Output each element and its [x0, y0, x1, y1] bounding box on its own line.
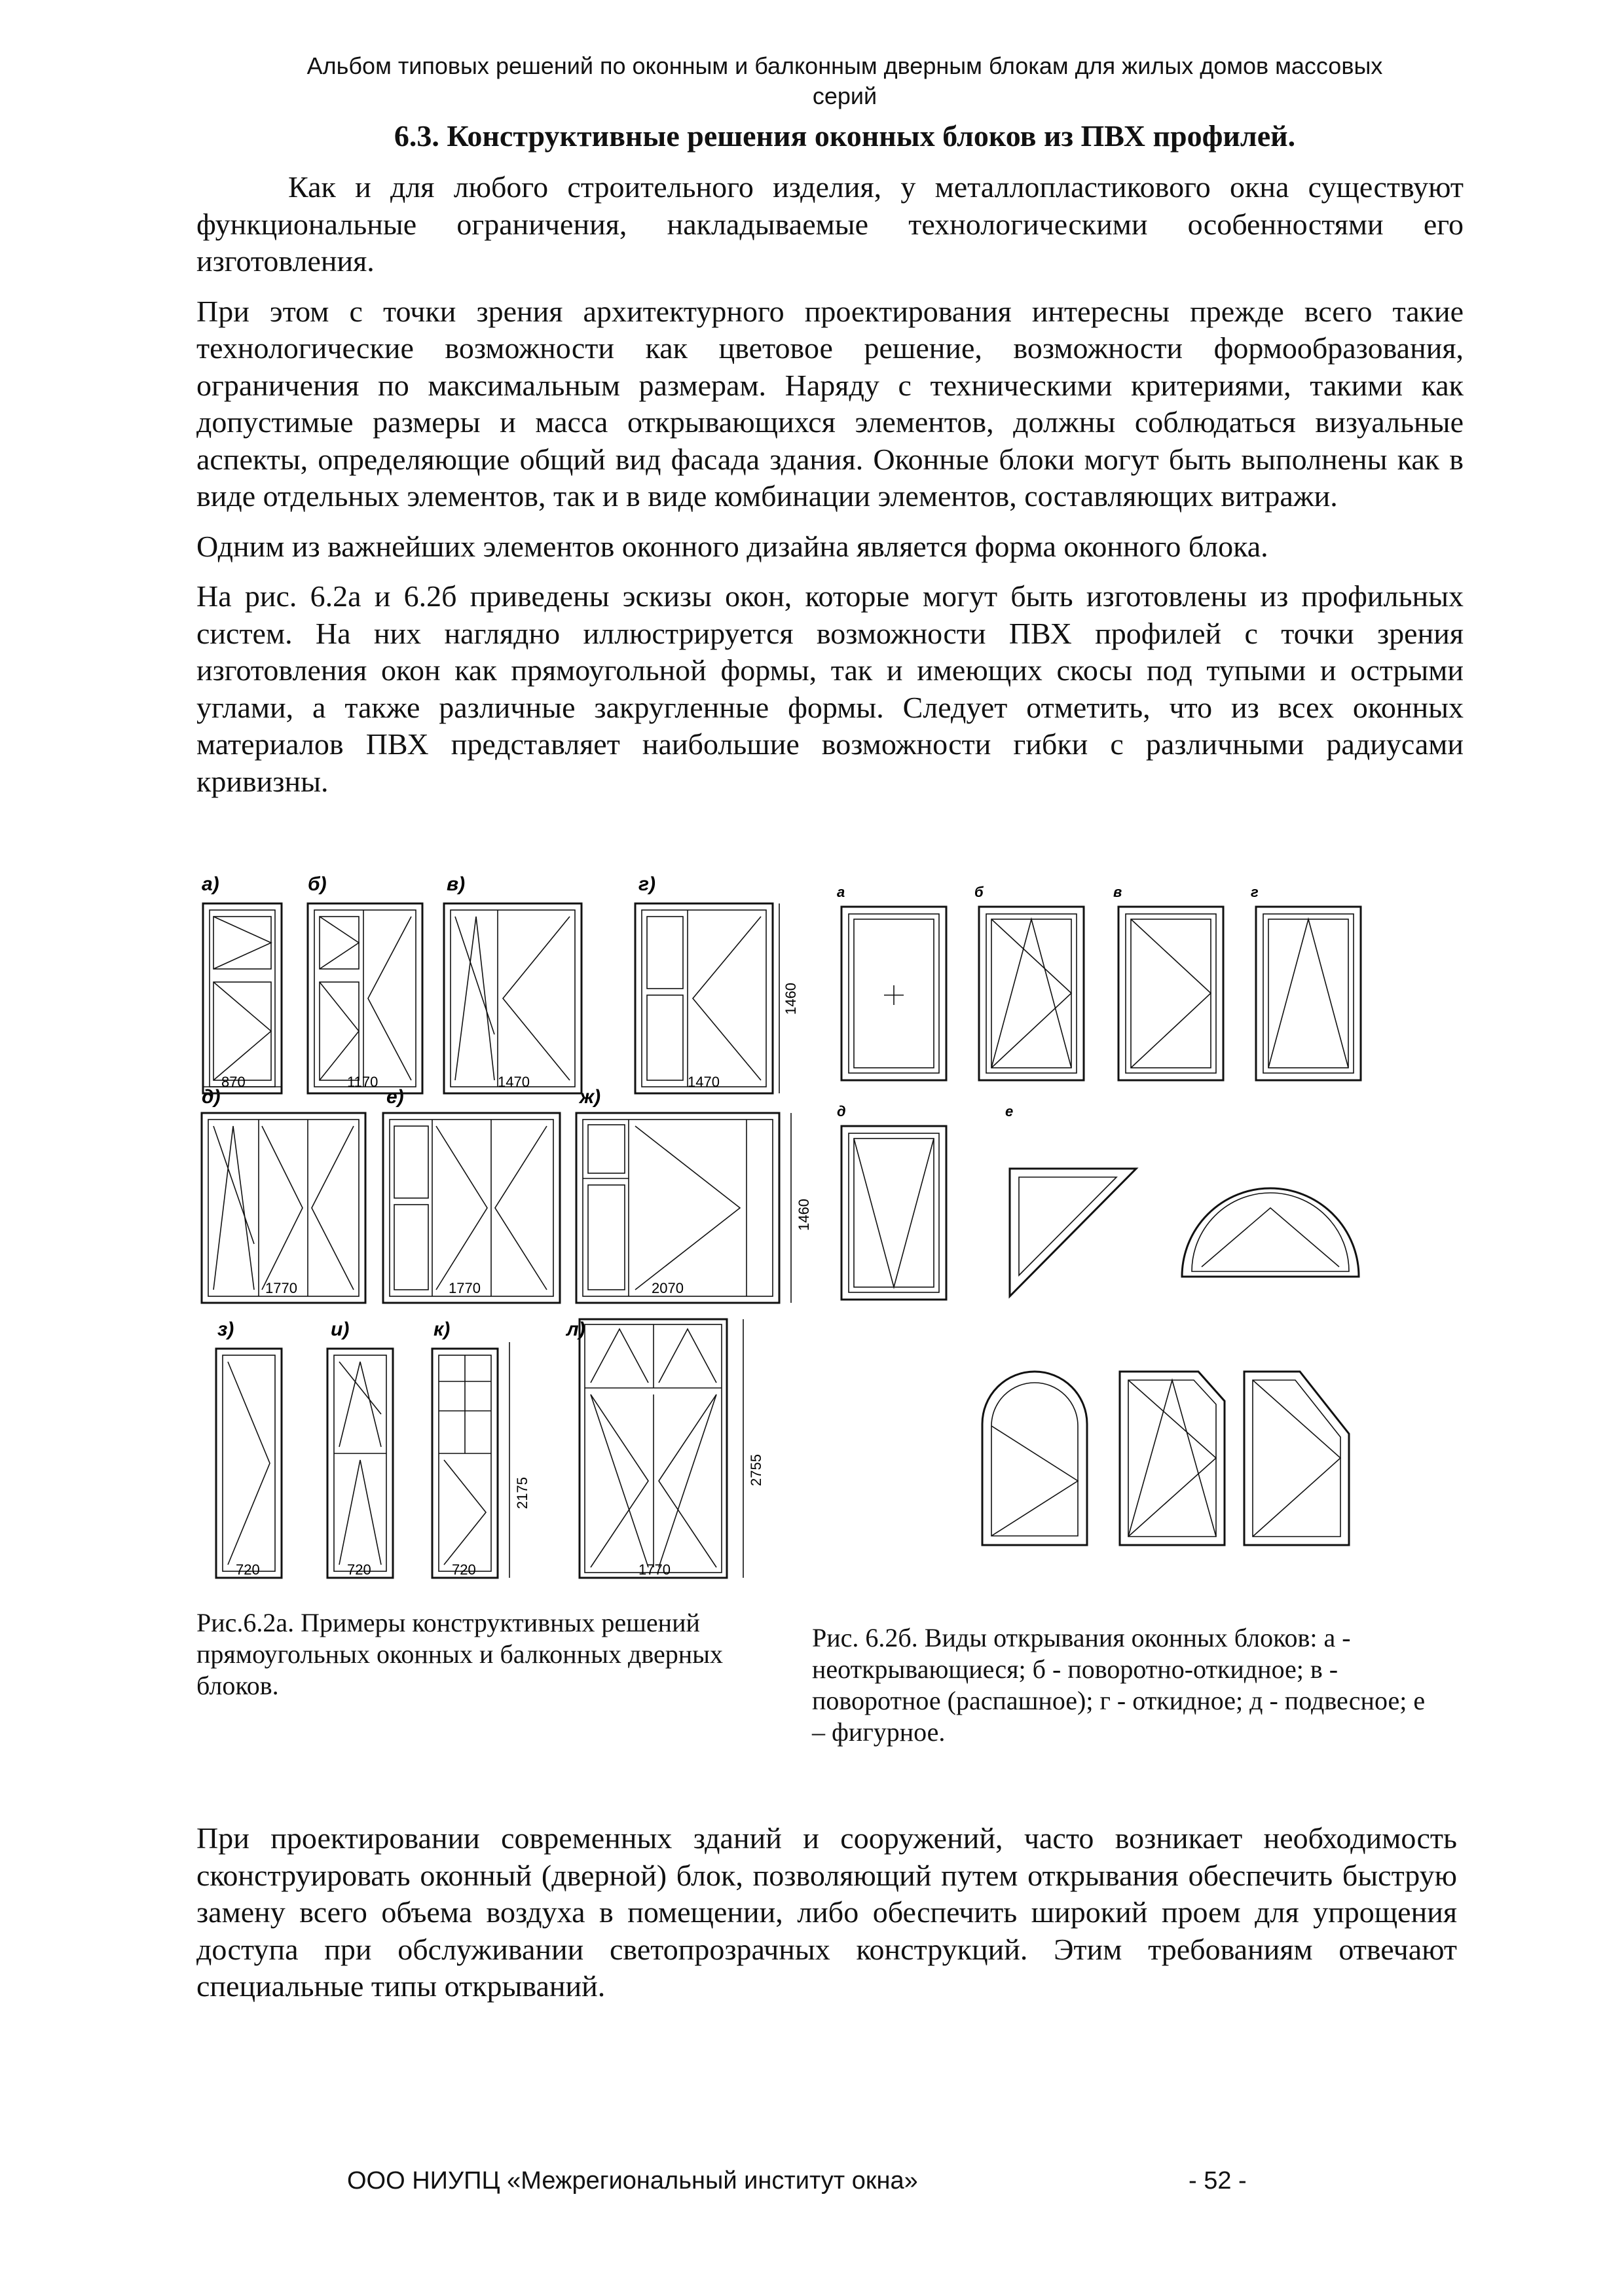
fig-b-label-b: б [974, 884, 984, 900]
dim-1170: 1170 [347, 1074, 378, 1090]
opening-shaped-round-top [982, 1372, 1087, 1545]
window-k [432, 1342, 530, 1578]
body-text [196, 169, 1464, 813]
fig-a-label-v: в) [447, 873, 466, 895]
fig-a-label-zh: ж) [580, 1086, 601, 1108]
fig-a-label-d: д) [202, 1086, 221, 1108]
fig-b-label-g: г [1251, 884, 1259, 900]
dim-1460-zh: 1460 [796, 1199, 812, 1231]
paragraph-4: На рис. 6.2а и 6.2б приведены эскизы окон, которые могут быть изготовлены из профильных систем. На них наглядно иллюстрируется возможности ПВХ профилей с точки зрения изготовления окон как прямоугольной формы, так и имеющих скосы под тупыми и острыми углами, а также различные закругленные формы. Следует отметить, что из всех оконных материалов ПВХ представляет наибольшие возможности гибки с различными радиусами кривизны. [196, 579, 1464, 798]
dim-720-i: 720 [347, 1561, 371, 1578]
fig-a-label-g: г) [638, 873, 656, 895]
window-i [327, 1349, 393, 1578]
figure-6-2a-caption: Рис.6.2а. Примеры конструктивных решений прямоугольных оконных и балконных дверных блоков. [196, 1608, 724, 1700]
dim-720-k: 720 [452, 1561, 476, 1578]
window-d [202, 1113, 365, 1303]
paragraph-3: Одним из важнейших элементов оконного дизайна является форма оконного блока. [196, 529, 1268, 563]
dim-1770-d: 1770 [265, 1280, 297, 1296]
dim-870: 870 [221, 1074, 246, 1090]
paragraph-5: При проектировании современных зданий и сооружений, часто возникает необходимость сконструировать оконный (дверной) блок, позволяющий путем открывания обеспечить быструю замену всего объема воздуха в помещении, либо обеспечить широкий проем для упрощения доступа при обслуживании светопрозрачных конструкций. Этим требованиям отвечают специальные типы открываний. [196, 1821, 1457, 2003]
window-a [203, 903, 282, 1093]
fig-a-label-k: к) [434, 1319, 451, 1340]
opening-fixed [841, 907, 946, 1080]
footer-organization: ООО НИУПЦ «Межрегиональный институт окна» [347, 2167, 918, 2195]
fig-b-label-a: а [837, 884, 845, 900]
fig-b-label-e: е [1005, 1103, 1014, 1120]
opening-tilt [1256, 907, 1361, 1080]
window-l [580, 1319, 764, 1578]
dim-1470-v: 1470 [498, 1074, 530, 1090]
opening-shaped-chamfer [1120, 1372, 1225, 1545]
dim-2755: 2755 [748, 1454, 764, 1486]
figure-6-2a [190, 864, 832, 1597]
footer-page-number: - 52 - [1189, 2167, 1247, 2195]
dim-1770-e: 1770 [449, 1280, 481, 1296]
header-line-2: серий [812, 82, 877, 109]
fig-b-label-v: в [1113, 884, 1122, 900]
opening-shaped-arch [1182, 1188, 1359, 1277]
fig-a-label-a: а) [202, 873, 219, 895]
window-zh [576, 1113, 812, 1303]
window-g [635, 903, 799, 1093]
dim-1470-g: 1470 [688, 1074, 720, 1090]
fig-a-label-l: л) [566, 1319, 585, 1340]
figure-6-2b-caption: Рис. 6.2б. Виды открывания оконных блоков: а - неоткрывающиеся; б - поворотно-откидное; в - поворотное (распашное); г - откидное; д - подвесное; е – фигурное. [812, 1623, 1426, 1747]
window-z [216, 1349, 282, 1578]
dim-1770-l: 1770 [638, 1561, 671, 1578]
figure-6-2b [825, 864, 1401, 1584]
dim-2070: 2070 [652, 1280, 684, 1296]
dim-720-z: 720 [236, 1561, 260, 1578]
paragraph-1: Как и для любого строительного изделия, у металлопластикового окна существуют функциональные ограничения, накладываемые технологическими особенностями его изготовления. [196, 170, 1464, 278]
closing-text [196, 1820, 1457, 2018]
dim-1460-g: 1460 [783, 983, 799, 1015]
opening-hung [841, 1126, 946, 1300]
opening-tilt-turn [979, 907, 1084, 1080]
section-title: 6.3. Конструктивные решения оконных блоков из ПВХ профилей. [394, 119, 1296, 153]
window-e [383, 1113, 560, 1303]
opening-shaped-triangle [1010, 1169, 1136, 1296]
opening-shaped-slant [1244, 1372, 1349, 1545]
fig-a-label-z: з) [217, 1319, 234, 1340]
fig-a-label-i: и) [331, 1319, 350, 1340]
fig-a-label-b: б) [308, 873, 327, 895]
paragraph-2: При этом с точки зрения архитектурного проектирования интересны прежде всего такие технологические возможности как цветовое решение, возможности формообразования, ограничения по максимальным размерам. Наряду с техническими критериями, такими как допустимые размеры и масса открывающихся элементов, должны соблюдаться визуальные аспекты, определяющие общий вид фасада здания. Оконные блоки могут быть выполнены как в виде отдельных элементов, так и в виде комбинации элементов, составляющих витражи. [196, 294, 1464, 513]
header-line-1: Альбом типовых решений по оконным и балконным дверным блокам для жилых домов массовых [306, 52, 1383, 79]
fig-a-label-e: е) [386, 1086, 404, 1108]
dim-2175: 2175 [514, 1477, 530, 1509]
fig-b-label-d: д [837, 1103, 846, 1120]
running-header [196, 51, 1493, 111]
window-b [308, 903, 422, 1093]
window-v [444, 903, 581, 1093]
opening-turn [1118, 907, 1223, 1080]
